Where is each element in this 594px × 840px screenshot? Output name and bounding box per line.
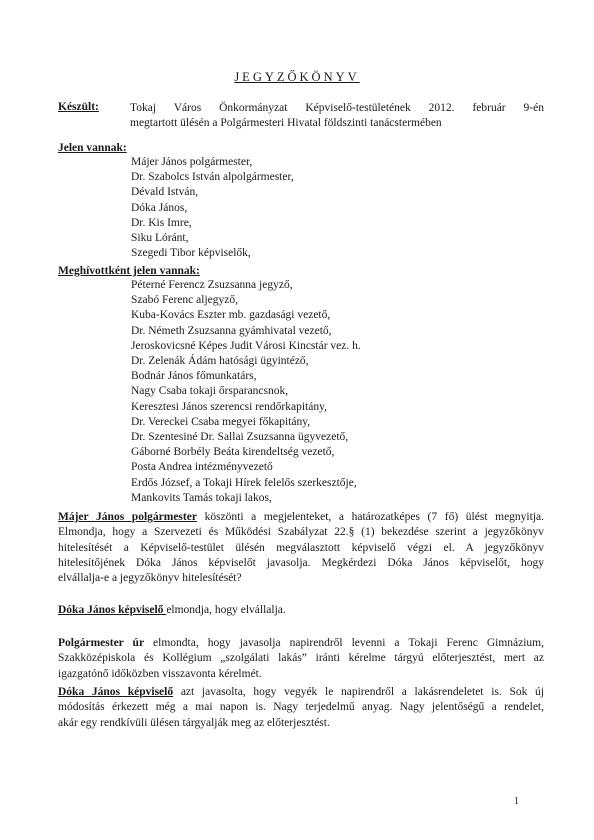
- present-member: Dévald István,: [131, 186, 199, 199]
- made-label: Készült:: [58, 101, 99, 113]
- invited-list: [131, 278, 361, 506]
- invited-member: Dr. Vereckei Csaba megyei főkapitány,: [131, 415, 311, 428]
- paragraph-line: elmondta, hogy javasolja napirendről levenni a Tokaji Ferenc Gimnázium,: [144, 637, 544, 649]
- paragraph-agenda-housing: [58, 685, 544, 731]
- invited-member: Péterné Ferencz Zsuzsanna jegyző,: [131, 279, 293, 291]
- invited-member: Posta Andrea intézményvezető: [131, 461, 273, 474]
- page-number: 1: [514, 796, 519, 807]
- made-line-2: megtartott ülésén a Polgármesteri Hivatal földszinti tanácstermében: [130, 117, 442, 129]
- paragraph-agenda-gymnasium: [58, 636, 544, 682]
- paragraph-opening: [58, 510, 544, 586]
- speaker-doka: Dóka János képviselő: [58, 604, 167, 616]
- invited-member: Dr. Szentesiné Dr. Sallai Zsuzsanna ügyvezető,: [131, 431, 349, 444]
- invited-member: Keresztesi János szerencsi rendőrkapitány,: [131, 400, 327, 413]
- present-member: Dr. Szabolcs István alpolgármester,: [131, 171, 294, 184]
- invited-member: Gáborné Borbély Beáta kirendeltség vezető,: [131, 446, 335, 459]
- paragraph-line: módosítás érkezett még a mai napon is. Nagy terjedelmű anyag. Nagy jelentőségű a rendelet,: [58, 701, 544, 714]
- paragraph-line: köszönti a megjelenteket, a határozatképes (7 fő) ülést megnyitja.: [196, 511, 544, 523]
- paragraph-acceptance: [58, 603, 544, 618]
- present-list: [131, 155, 294, 261]
- speaker-doka: Dóka János képviselő: [58, 686, 174, 698]
- paragraph-line: azt javasolta, hogy vegyék le napirendről a lakásrendeletet is. Sok új: [173, 686, 545, 698]
- speaker-mayor: Májer János polgármester: [58, 511, 197, 523]
- paragraph-line: akár egy rendkívüli ülésen tárgyalják meg az előterjesztést.: [58, 716, 330, 729]
- invited-label: Meghívottként jelen vannak:: [58, 265, 200, 277]
- invited-member: Nagy Csaba tokaji őrsparancsnok,: [131, 385, 289, 398]
- invited-member: Dr. Németh Zsuzsanna gyámhivatal vezető,: [131, 324, 332, 337]
- invited-member: Erdős József, a Tokaji Hírek felelős szerkesztője,: [131, 476, 357, 489]
- present-member: Siku Lóránt,: [131, 232, 189, 245]
- invited-member: Mankovits Tamás tokaji lakos,: [131, 491, 272, 504]
- made-line-1: Tokaj Város Önkormányzat Képviselő-testületének 2012. február 9-én: [130, 102, 544, 114]
- paragraph-line: hitelesítését a Képviselő-testület ülésén megválasztott képviselő végzi el. A jegyzőkönyv: [58, 541, 544, 554]
- present-label: Jelen vannak:: [58, 142, 127, 154]
- present-member: Májer János polgármester,: [131, 156, 253, 168]
- speaker-mayor-title: Polgármester úr: [58, 637, 145, 649]
- paragraph-line: hitelesítőjének Dóka János képviselőt javasolja. Megkérdezi Dóka János képviselőt, hogy: [58, 556, 544, 569]
- invited-member: Jeroskovicsné Képes Judit Városi Kincstár vez. h.: [131, 339, 361, 352]
- paragraph-line: igazgatónő időközben visszavonta kérelmét.: [58, 667, 262, 680]
- present-member: Szegedi Tibor képviselők,: [131, 247, 251, 260]
- invited-member: Szabó Ferenc aljegyző,: [131, 294, 238, 307]
- paragraph-line: Szakközépiskola és Kollégium „szolgálati lakás” iránti kérelme tárgyú előterjesztést, mert az: [58, 652, 544, 665]
- made-text: [130, 101, 544, 131]
- present-member: Dóka János,: [131, 201, 188, 214]
- paragraph-line: elmondja, hogy elvállalja.: [166, 604, 286, 616]
- invited-member: Kuba-Kovács Eszter mb. gazdasági vezető,: [131, 309, 331, 322]
- invited-member: Bodnár János főmunkatárs,: [131, 370, 257, 383]
- paragraph-line: elvállalja-e a jegyzőkönyv hitelesítését?: [58, 572, 242, 585]
- present-member: Dr. Kis Imre,: [131, 216, 192, 229]
- document-title: JEGYZŐKÖNYV: [234, 70, 360, 84]
- invited-member: Dr. Zelenák Ádám hatósági ügyintéző,: [131, 355, 309, 368]
- paragraph-line: Elmondja, hogy a Szervezeti és Működési Szabályzat 22.§ (1) bekezdése szerint a jegyzőkönyv: [58, 526, 544, 539]
